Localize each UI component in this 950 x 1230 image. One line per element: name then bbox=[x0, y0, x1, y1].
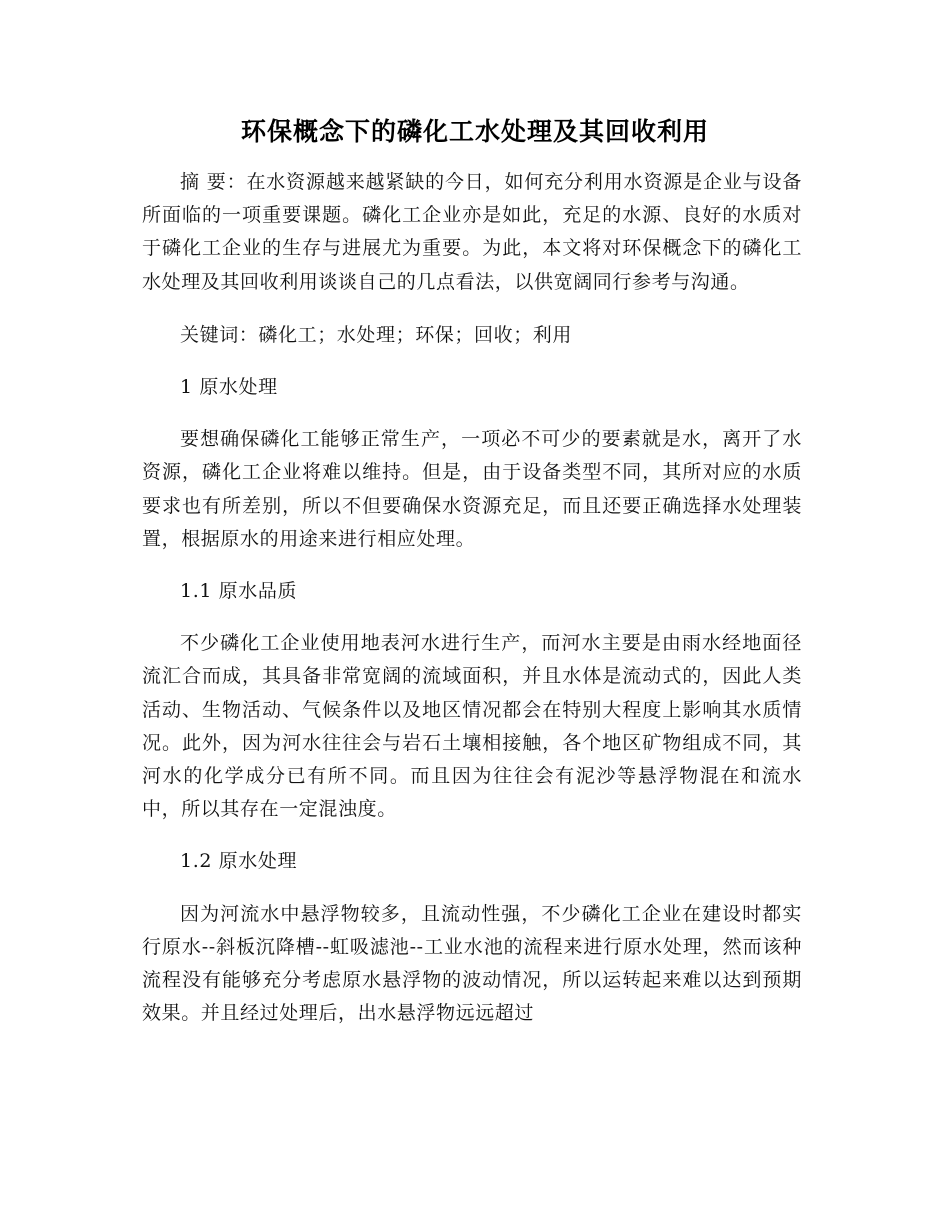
document-body bbox=[142, 166, 802, 1030]
section-1-2-heading: 1.2 原水处理 bbox=[180, 850, 298, 873]
section-1-heading: 1 原水处理 bbox=[180, 376, 278, 399]
abstract-paragraph: 摘 要：在水资源越来越紧缺的今日，如何充分利用水资源是企业与设备所面临的一项重要课题。磷化工企业亦是如此，充足的水源、良好的水质对于磷化工企业的生存与进展尤为重要。为此，本文将对环保概念下的磷化工水处理及其回收利用谈谈自己的几点看法，以供宽阔同行参考与沟通。 bbox=[142, 171, 802, 293]
section-1-1-paragraph: 不少磷化工企业使用地表河水进行生产，而河水主要是由雨水经地面径流汇合而成，其具备非常宽阔的流域面积，并且水体是流动式的，因此人类活动、生物活动、气候条件以及地区情况都会在特别大程度上影响其水质情况。此外，因为河水往往会与岩石土壤相接触，各个地区矿物组成不同，其河水的化学成分已有所不同。而且因为往往会有泥沙等悬浮物混在和流水中，所以其存在一定混浊度。 bbox=[142, 632, 802, 821]
section-1-1-heading: 1.1 原水品质 bbox=[180, 580, 298, 603]
section-1-2-paragraph: 因为河流水中悬浮物较多，且流动性强，不少磷化工企业在建设时都实行原水--斜板沉降槽--虹吸滤池--工业水池的流程来进行原水处理，然而该种流程没有能够充分考虑原水悬浮物的波动情况，所以运转起来难以达到预期效果。并且经过处理后，出水悬浮物远远超过 bbox=[142, 902, 802, 1025]
section-1-paragraph: 要想确保磷化工能够正常生产，一项必不可少的要素就是水，离开了水资源，磷化工企业将难以维持。但是，由于设备类型不同，其所对应的水质要求也有所差别，所以不但要确保水资源充足，而且还要正确选择水处理装置，根据原水的用途来进行相应处理。 bbox=[142, 428, 802, 550]
document-title: 环保概念下的磷化工水处理及其回收利用 bbox=[240, 117, 709, 146]
keywords-line: 关键词：磷化工；水处理；环保；回收；利用 bbox=[180, 323, 573, 346]
